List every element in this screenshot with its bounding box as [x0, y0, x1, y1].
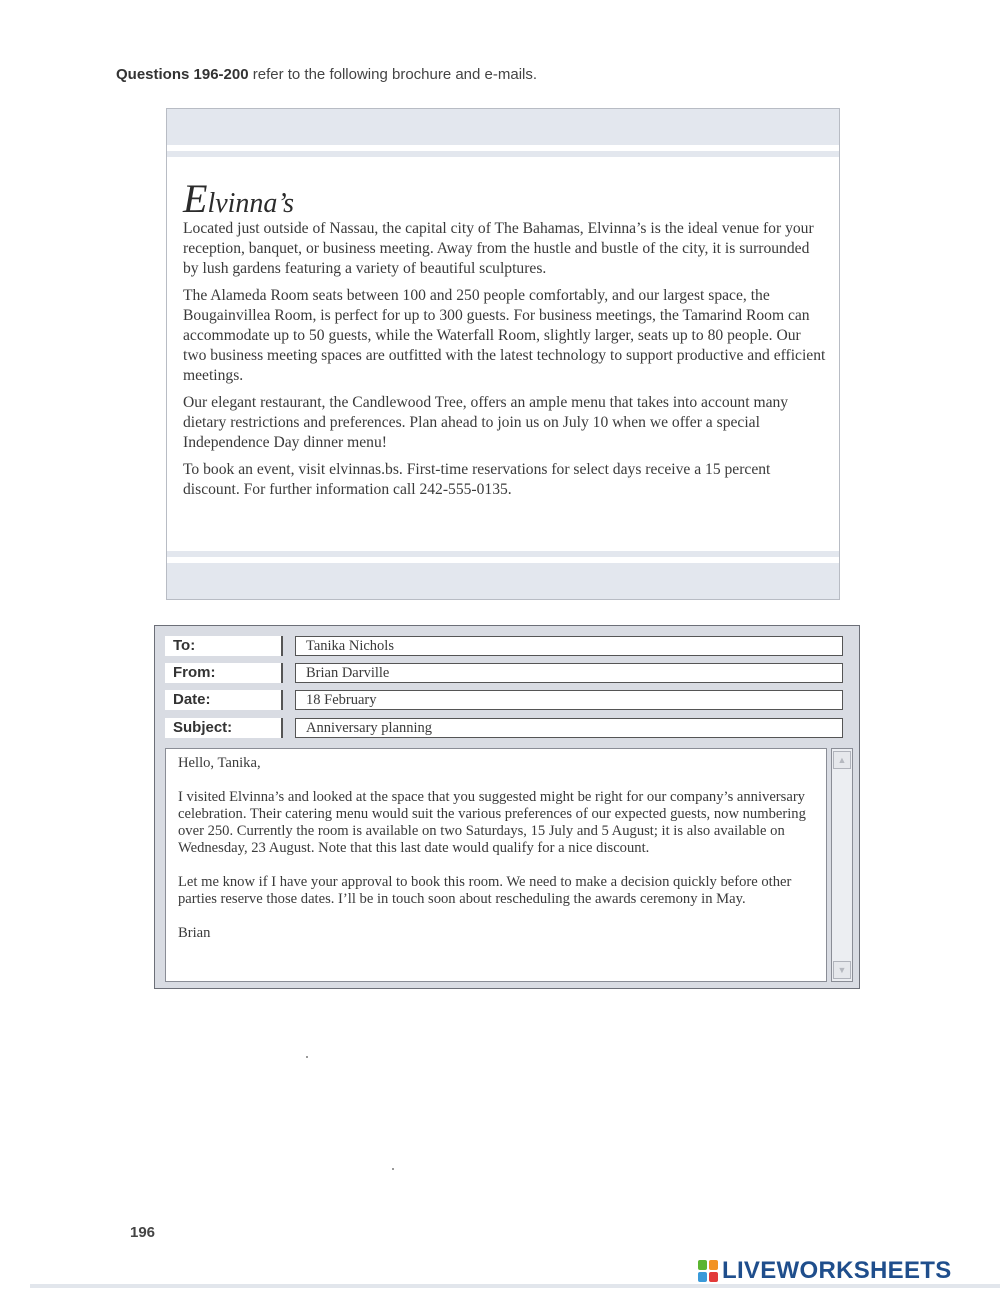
email-greeting: Hello, Tanika, — [178, 755, 261, 771]
email-paragraph: Let me know if I have your approval to book this room. We need to make a decision quickly before other parties reserve those dates. I’ll be in touch soon about rescheduling the awards ceremony in May. — [178, 874, 792, 907]
subject-field: Anniversary planning — [295, 718, 843, 738]
to-field: Tanika Nichols — [295, 636, 843, 656]
subject-label: Subject: — [165, 718, 283, 738]
liveworksheets-logo — [698, 1256, 952, 1286]
email-from-row — [165, 663, 827, 683]
brochure — [166, 108, 840, 600]
liveworksheets-wordmark: LIVEWORKSHEETS — [722, 1257, 952, 1284]
scan-speck — [306, 1056, 308, 1058]
scroll-down-arrow-icon[interactable]: ▼ — [833, 961, 851, 979]
date-label: Date: — [165, 690, 283, 710]
email-date-row — [165, 690, 827, 710]
scroll-up-arrow-icon[interactable]: ▲ — [833, 751, 851, 769]
page-number: 196 — [130, 1224, 156, 1241]
brochure-bottom-band — [167, 563, 839, 599]
date-field: 18 February — [295, 690, 843, 710]
email-signature: Brian — [178, 925, 211, 941]
email-window — [154, 625, 860, 989]
liveworksheets-logo-icon — [698, 1260, 718, 1282]
brochure-top-band — [167, 109, 839, 145]
brochure-paragraph: The Alameda Room seats between 100 and 250 people comfortably, and our largest space, the Bougainvillea Room, is perfect for up to 300 guests. For business meetings, the Tamarind Room can accommodate up to 50 guests, while the Waterfall Room, slightly larger, seats up to 80 people. Our two business meeting spaces are outfitted with the latest technology to support productive and efficient meetings. — [183, 287, 826, 384]
email-to-row — [165, 636, 827, 656]
brand-title — [183, 175, 294, 222]
brochure-body — [183, 219, 827, 507]
to-label: To: — [165, 636, 283, 656]
brochure-paragraph: To book an event, visit elvinnas.bs. First-time reservations for select days receive a 15 percent discount. For further information call 242-555-0135. — [183, 461, 771, 498]
email-paragraph: I visited Elvinna’s and looked at the space that you suggested might be right for our company’s anniversary celebration. Their catering menu would suit the various preferences of our expected guests, now numbering over 250. Currently the room is available on two Saturdays, 15 July and 5 August; it is also available on Wednesday, 23 August. Note that this last date would qualify for a nice discount. — [178, 789, 806, 856]
questions-range: Questions 196-200 — [116, 66, 249, 83]
questions-intro: refer to the following brochure and e-mails. — [252, 66, 538, 83]
brochure-paragraph: Our elegant restaurant, the Candlewood Tree, offers an ample menu that takes into account many dietary restrictions and preferences. Plan ahead to join us on July 10 when we offer a special Independence Day dinner menu! — [183, 394, 789, 451]
from-field: Brian Darville — [295, 663, 843, 683]
from-label: From: — [165, 663, 283, 683]
footer-bar — [30, 1284, 1000, 1288]
email-text — [178, 755, 818, 959]
questions-header — [116, 66, 537, 83]
brochure-top-line — [167, 151, 839, 157]
brand-initial: E — [183, 176, 208, 221]
brochure-paragraph: Located just outside of Nassau, the capital city of The Bahamas, Elvinna’s is the ideal venue for your reception, banquet, or business meeting. Away from the hustle and bustle of the city, it is surrounded by lush gardens featuring a variety of beautiful sculptures. — [183, 220, 814, 277]
email-subject-row — [165, 718, 827, 738]
email-body — [165, 748, 827, 982]
email-scrollbar[interactable] — [831, 748, 853, 982]
brand-rest: lvinna’s — [207, 188, 295, 219]
scan-speck — [392, 1168, 394, 1170]
brochure-bottom-line — [167, 551, 839, 557]
